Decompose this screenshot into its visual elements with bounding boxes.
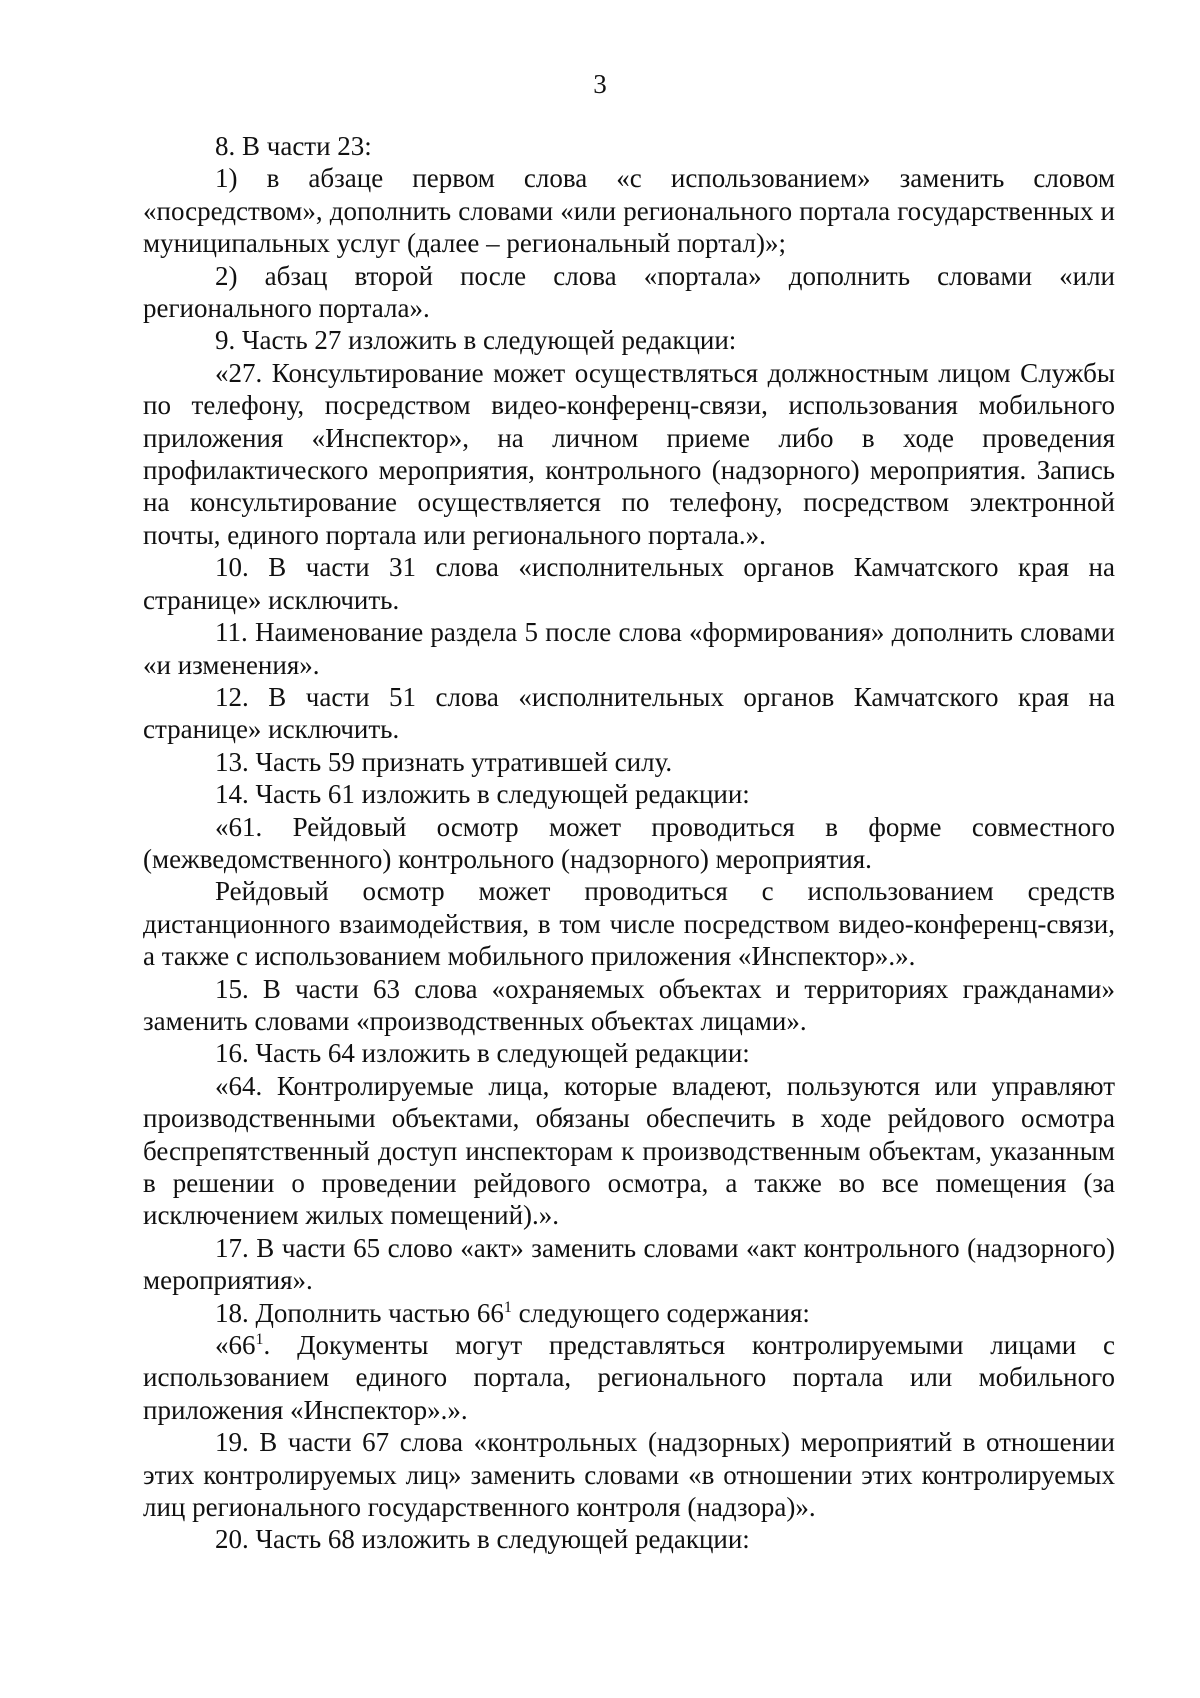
paragraph-8-1: 1) в абзаце первом слова «с использованием» заменить словом «посредством», дополнить словами «или регионального портала государственных и муниципальных услуг (далее – региональный портал)»; <box>143 163 1115 259</box>
paragraph-18 <box>143 1297 1115 1329</box>
paragraph-18-text-pre: «66 <box>215 1330 256 1361</box>
paragraph-17: 17. В части 65 слово «акт» заменить словами «акт контрольного (надзорного) мероприятия». <box>143 1232 1115 1296</box>
paragraph-10: 10. В части 31 слова «исполнительных органов Камчатского края на странице» исключить. <box>143 552 1115 615</box>
paragraph-16-text: «64. Контролируемые лица, которые владеют, пользуются или управляют производственными объектами, обязаны обеспечить в ходе рейдового осмотра беспрепятственный доступ инспекторам к производственным объектам, указанным в решении о проведении рейдового осмотра, а также во все помещения (за исключением жилых помещений).». <box>143 1070 1115 1231</box>
paragraph-20: 20. Часть 68 изложить в следующей редакции: <box>215 1524 750 1555</box>
paragraph-12: 12. В части 51 слова «исполнительных органов Камчатского края на странице» исключить. <box>143 681 1115 745</box>
superscript: 1 <box>503 1298 512 1316</box>
paragraph-19: 19. В части 67 слова «контрольных (надзорных) мероприятий в отношении этих контролируемых лиц» заменить словами «в отношении этих контролируемых лиц регионального государственного контроля (надзора)». <box>143 1427 1115 1523</box>
paragraph-18-pre: 18. Дополнить частью 66 <box>215 1297 504 1328</box>
paragraph-11: 11. Наименование раздела 5 после слова «формирования» дополнить словами «и изменения». <box>143 617 1115 680</box>
paragraph-15: 15. В части 63 слова «охраняемых объектах и территориях гражданами» заменить словами «производственных объектах лицами». <box>143 973 1115 1036</box>
paragraph-14: 14. Часть 61 изложить в следующей редакции: <box>215 779 750 810</box>
paragraph-14-text-a: «61. Рейдовый осмотр может проводиться в форме совместного (межведомственного) контрольного (надзорного) мероприятия. <box>143 811 1115 874</box>
paragraph-8-2: 2) абзац второй после слова «портала» дополнить словами «или регионального портала». <box>143 260 1115 324</box>
paragraph-18-text-post: . Документы могут представляться контролируемыми лицами с использованием единого портала, регионального портала или мобильного приложения «Инспектор».». <box>143 1330 1115 1425</box>
paragraph-16: 16. Часть 64 изложить в следующей редакции: <box>215 1038 750 1069</box>
paragraph-18-text <box>143 1329 1115 1426</box>
paragraph-14-text-b: Рейдовый осмотр может проводиться с использованием средств дистанционного взаимодействия, в том числе посредством видео-конференц-связи, а также с использованием мобильного приложения «Инспектор».». <box>143 876 1115 972</box>
paragraph-8: 8. В части 23: <box>215 131 372 161</box>
page-number: 3 <box>593 69 607 99</box>
paragraph-13: 13. Часть 59 признать утратившей силу. <box>215 746 673 777</box>
paragraph-18-post: следующего содержания: <box>511 1297 810 1328</box>
superscript: 1 <box>255 1331 264 1349</box>
paragraph-9: 9. Часть 27 изложить в следующей редакции: <box>215 325 737 356</box>
paragraph-9-text: «27. Консультирование может осуществляться должностным лицом Службы по телефону, посредством видео-конференц-связи, использования мобильного приложения «Инспектор», на личном приеме либо в ходе проведения профилактического мероприятия, контрольного (надзорного) мероприятия. Запись на консультирование осуществляется по телефону, посредством электронной почты, единого портала или регионального портала.». <box>143 357 1115 550</box>
document-body <box>143 130 1115 1556</box>
